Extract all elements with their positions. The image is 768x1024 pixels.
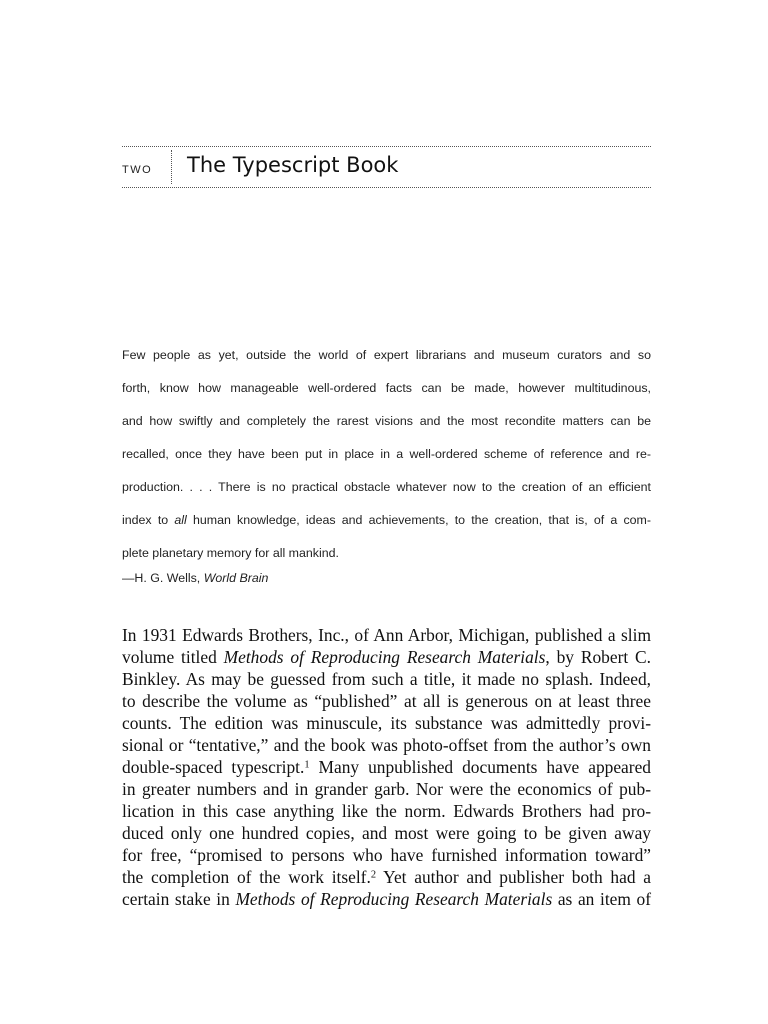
- epigraph-emphasis: all: [174, 513, 187, 527]
- body-line: for free, “promised to persons who have furnished information toward”: [122, 845, 651, 865]
- body-text: the completion of the work itself.: [122, 867, 371, 887]
- footnote-ref[interactable]: 1: [304, 759, 310, 771]
- body-text: as an item of: [552, 889, 652, 909]
- epigraph-line: and how swiftly and completely the rarest visions and the most recondite matters can be: [122, 414, 651, 428]
- body-line: counts. The edition was minuscule, its substance was admittedly provi-: [122, 713, 651, 733]
- attribution-author: —H. G. Wells,: [122, 571, 204, 585]
- body-line: in greater numbers and in grander garb. Nor were the economics of pub-: [122, 779, 651, 799]
- body-text: Yet author and publisher both had a: [376, 867, 651, 887]
- epigraph: [122, 339, 651, 570]
- chapter-heading: [122, 146, 651, 188]
- epigraph-text: index to: [122, 513, 175, 527]
- body-text: double-spaced typescript.: [122, 757, 305, 777]
- body-line: Binkley. As may be guessed from such a title, it made no splash. Indeed,: [122, 669, 651, 689]
- book-title: Methods of Reproducing Research Materials: [223, 647, 546, 667]
- body-text: Many unpublished documents have appeared: [309, 757, 651, 777]
- body-paragraph: [122, 624, 651, 910]
- epigraph-line: Few people as yet, outside the world of expert librarians and museum curators and so: [122, 348, 651, 362]
- body-line: [122, 756, 651, 778]
- body-text: , by Robert C.: [545, 647, 651, 667]
- body-text: volume titled: [122, 647, 224, 667]
- footnote-ref[interactable]: 2: [370, 869, 377, 881]
- body-line: sional or “tentative,” and the book was photo-offset from the author’s own: [122, 735, 651, 755]
- epigraph-text: human knowledge, ideas and achievements, to the creation, that is, of a com-: [186, 513, 651, 527]
- chapter-title: The Typescript Book: [187, 153, 399, 177]
- body-line: to describe the volume as “published” at all is generous on at least three: [122, 691, 651, 711]
- body-line: [122, 888, 651, 910]
- book-title: Methods of Reproducing Research Materials: [235, 889, 553, 909]
- body-line: [122, 646, 651, 668]
- epigraph-attribution: [122, 571, 268, 585]
- epigraph-line: [122, 504, 651, 537]
- body-line: duced only one hundred copies, and most were going to be given away: [122, 823, 651, 843]
- attribution-work: World Brain: [203, 571, 269, 585]
- epigraph-line: recalled, once they have been put in place in a well-ordered scheme of reference and re-: [122, 447, 651, 461]
- chapter-divider: [171, 150, 172, 184]
- body-line: lication in this case anything like the norm. Edwards Brothers had pro-: [122, 801, 651, 821]
- body-text: certain stake in: [122, 889, 236, 909]
- body-line: [122, 866, 651, 888]
- epigraph-line: plete planetary memory for all mankind.: [122, 546, 339, 560]
- epigraph-line: production. . . . There is no practical obstacle whatever now to the creation of an efficient: [122, 480, 651, 494]
- chapter-number: TWO: [122, 164, 153, 176]
- body-line: In 1931 Edwards Brothers, Inc., of Ann Arbor, Michigan, published a slim: [122, 625, 651, 645]
- epigraph-line: forth, know how manageable well-ordered facts can be made, however multitudinous,: [122, 381, 651, 395]
